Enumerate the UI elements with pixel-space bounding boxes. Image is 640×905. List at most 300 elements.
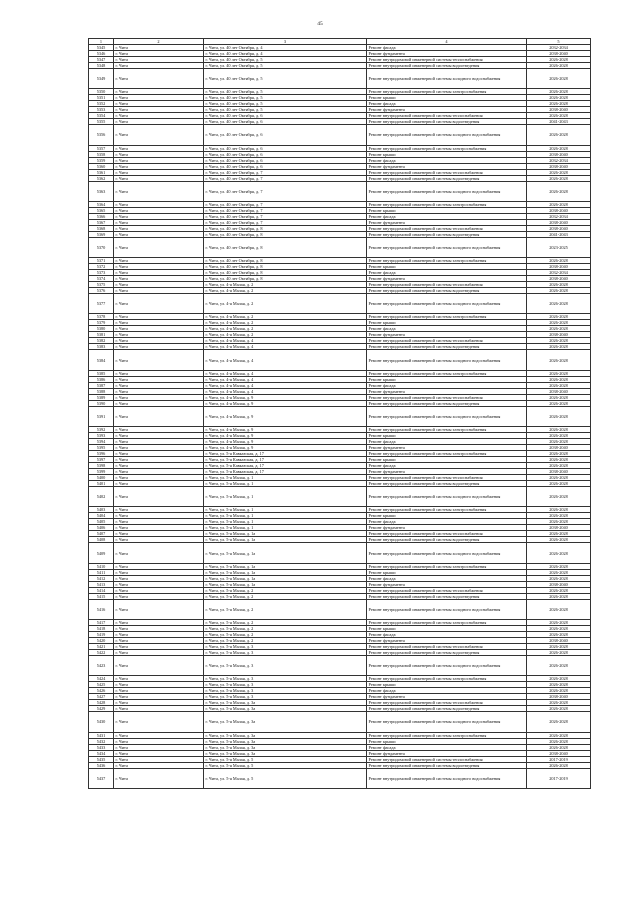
period-cell: 2017-2019 [527,756,591,762]
period-cell: 2026-2028 [527,700,591,706]
row-number-cell: 5361 [89,169,114,175]
municipality-cell: г. Чита [114,587,204,593]
municipality-cell: г. Чита [114,157,204,163]
period-cell: 2032-2034 [527,45,591,51]
address-cell: г. Чита, ул. 40 лет Октября, д. 6 [204,119,367,125]
work-type-cell: Ремонт внутридомовой инженерной системы теплоснабжения [367,643,527,649]
address-cell: г. Чита, ул. 4-я Малая, д. 4 [204,350,367,370]
row-number-cell: 5415 [89,593,114,599]
work-type-cell: Ремонт внутридомовой инженерной системы теплоснабжения [367,169,527,175]
row-number-cell: 5405 [89,519,114,525]
work-type-cell: Ремонт крыши [367,151,527,157]
work-type-cell: Ремонт фундамента [367,750,527,756]
address-cell: г. Чита, ул. 40 лет Октября, д. 6 [204,125,367,145]
work-type-cell: Ремонт фундамента [367,469,527,475]
row-number-cell: 5394 [89,439,114,445]
work-type-cell: Ремонт внутридомовой инженерной системы теплоснабжения [367,113,527,119]
municipality-cell: г. Чита [114,427,204,433]
work-type-cell: Ремонт крыши [367,513,527,519]
row-number-cell: 5348 [89,63,114,69]
municipality-cell: г. Чита [114,569,204,575]
municipality-cell: г. Чита [114,326,204,332]
address-cell: г. Чита, ул. 40 лет Октября, д. 7 [204,207,367,213]
row-number-cell: 5369 [89,231,114,237]
period-cell: 2026-2028 [527,738,591,744]
address-cell: г. Чита, ул. 40 лет Октября, д. 7 [204,175,367,181]
municipality-cell: г. Чита [114,682,204,688]
row-number-cell: 5353 [89,107,114,113]
work-type-cell: Ремонт фундамента [367,219,527,225]
work-type-cell: Ремонт фасада [367,439,527,445]
row-number-cell: 5379 [89,320,114,326]
period-cell: 2026-2028 [527,145,591,151]
table-row [89,487,591,507]
period-cell: 2038-2040 [527,276,591,282]
municipality-cell: г. Чита [114,258,204,264]
work-type-cell: Ремонт фасада [367,744,527,750]
row-number-cell: 5411 [89,569,114,575]
address-cell: г. Чита, ул. 4-я Малая, д. 9 [204,406,367,426]
address-cell: г. Чита, ул. 5-я Малая, д. 3 [204,688,367,694]
address-cell: г. Чита, ул. 5-я Малая, д. 3а [204,738,367,744]
row-number-cell: 5410 [89,563,114,569]
address-cell: г. Чита, ул. 5-я Малая, д. 3а [204,706,367,712]
row-number-cell: 5360 [89,163,114,169]
period-cell: 2026-2028 [527,593,591,599]
municipality-cell: г. Чита [114,744,204,750]
work-type-cell: Ремонт фасада [367,382,527,388]
row-number-cell: 5399 [89,469,114,475]
address-cell: г. Чита, ул. 5-я Малая, д. 1а [204,581,367,587]
address-cell: г. Чита, ул. 40 лет Октября, д. 8 [204,237,367,257]
row-number-cell: 5363 [89,181,114,201]
work-type-cell: Ремонт внутридомовой инженерной системы холодного водоснабжения [367,768,527,788]
work-type-cell: Ремонт внутридомовой инженерной системы водоотведения [367,593,527,599]
work-type-cell: Ремонт фундамента [367,51,527,57]
row-number-cell: 5420 [89,637,114,643]
municipality-cell: г. Чита [114,451,204,457]
period-cell: 2026-2028 [527,649,591,655]
period-cell: 2026-2028 [527,201,591,207]
period-cell: 2026-2028 [527,113,591,119]
work-type-cell: Ремонт фундамента [367,445,527,451]
municipality-cell: г. Чита [114,575,204,581]
row-number-cell: 5414 [89,587,114,593]
work-type-cell: Ремонт фасада [367,463,527,469]
period-cell: 2026-2028 [527,569,591,575]
work-type-cell: Ремонт внутридомовой инженерной системы водоотведения [367,344,527,350]
work-type-cell: Ремонт фасада [367,270,527,276]
row-number-cell: 5421 [89,643,114,649]
municipality-cell: г. Чита [114,463,204,469]
municipality-cell: г. Чита [114,175,204,181]
municipality-cell: г. Чита [114,294,204,314]
row-number-cell: 5357 [89,145,114,151]
row-number-cell: 5367 [89,219,114,225]
municipality-cell: г. Чита [114,593,204,599]
table-row [89,655,591,675]
municipality-cell: г. Чита [114,750,204,756]
table-row [89,406,591,426]
work-type-cell: Ремонт внутридомовой инженерной системы водоотведения [367,706,527,712]
work-type-cell: Ремонт внутридомовой инженерной системы водоотведения [367,481,527,487]
row-number-cell: 5429 [89,706,114,712]
row-number-cell: 5412 [89,575,114,581]
work-type-cell: Ремонт внутридомовой инженерной системы холодного водоснабжения [367,487,527,507]
period-cell: 2026-2028 [527,288,591,294]
row-number-cell: 5366 [89,213,114,219]
work-type-cell: Ремонт внутридомовой инженерной системы электроснабжения [367,563,527,569]
period-cell: 2026-2028 [527,599,591,619]
period-cell: 2026-2028 [527,507,591,513]
period-cell: 2026-2028 [527,376,591,382]
row-number-cell: 5417 [89,619,114,625]
address-cell: г. Чита, ул. 4-я Малая, д. 2 [204,320,367,326]
period-cell: 2026-2028 [527,294,591,314]
address-cell: г. Чита, ул. 4-я Малая, д. 4 [204,338,367,344]
row-number-cell: 5392 [89,427,114,433]
address-cell: г. Чита, ул. 5-я Малая, д. 1 [204,481,367,487]
work-type-cell: Ремонт внутридомовой инженерной системы электроснабжения [367,732,527,738]
row-number-cell: 5358 [89,151,114,157]
row-number-cell: 5395 [89,445,114,451]
row-number-cell: 5389 [89,394,114,400]
work-type-cell: Ремонт внутридомовой инженерной системы водоотведения [367,288,527,294]
work-type-cell: Ремонт внутридомовой инженерной системы холодного водоснабжения [367,655,527,675]
municipality-cell: г. Чита [114,101,204,107]
address-cell: г. Чита, ул. 5-я Кавказская, д. 17 [204,457,367,463]
address-cell: г. Чита, ул. 5-я Малая, д. 1 [204,525,367,531]
work-type-cell: Ремонт фундамента [367,163,527,169]
municipality-cell: г. Чита [114,688,204,694]
row-number-cell: 5403 [89,507,114,513]
row-number-cell: 5352 [89,101,114,107]
address-cell: г. Чита, ул. 5-я Малая, д. 2 [204,599,367,619]
work-type-cell: Ремонт фасада [367,101,527,107]
municipality-cell: г. Чита [114,445,204,451]
address-cell: г. Чита, ул. 4-я Малая, д. 4 [204,344,367,350]
address-cell: г. Чита, ул. 4-я Малая, д. 2 [204,332,367,338]
municipality-cell: г. Чита [114,469,204,475]
work-type-cell: Ремонт крыши [367,738,527,744]
work-type-cell: Ремонт внутридомовой инженерной системы теплоснабжения [367,756,527,762]
row-number-cell: 5365 [89,207,114,213]
address-cell: г. Чита, ул. 40 лет Октября, д. 6 [204,151,367,157]
period-cell: 2026-2028 [527,481,591,487]
period-cell: 2026-2028 [527,519,591,525]
work-type-cell: Ремонт фундамента [367,276,527,282]
table-row [89,768,591,788]
period-cell: 2026-2028 [527,587,591,593]
municipality-cell: г. Чита [114,756,204,762]
period-cell: 2026-2028 [527,169,591,175]
municipality-cell: г. Чита [114,406,204,426]
period-cell: 2026-2028 [527,282,591,288]
row-number-cell: 5418 [89,625,114,631]
address-cell: г. Чита, ул. 4-я Малая, д. 9 [204,433,367,439]
row-number-cell: 5381 [89,332,114,338]
work-type-cell: Ремонт фасада [367,519,527,525]
work-type-cell: Ремонт внутридомовой инженерной системы теплоснабжения [367,531,527,537]
period-cell: 2026-2028 [527,457,591,463]
address-cell: г. Чита, ул. 40 лет Октября, д. 8 [204,258,367,264]
table-body [89,45,591,789]
municipality-cell: г. Чита [114,107,204,113]
row-number-cell: 5355 [89,119,114,125]
address-cell: г. Чита, ул. 5-я Малая, д. 2 [204,619,367,625]
period-cell: 2038-2040 [527,51,591,57]
address-cell: г. Чита, ул. 40 лет Октября, д. 6 [204,157,367,163]
municipality-cell: г. Чита [114,63,204,69]
work-type-cell: Ремонт внутридомовой инженерной системы теплоснабжения [367,394,527,400]
municipality-cell: г. Чита [114,507,204,513]
row-number-cell: 5351 [89,95,114,101]
address-cell: г. Чита, ул. 4-я Малая, д. 9 [204,394,367,400]
period-cell: 2038-2040 [527,694,591,700]
work-type-cell: Ремонт внутридомовой инженерной системы водоотведения [367,649,527,655]
period-cell: 2026-2028 [527,338,591,344]
municipality-cell: г. Чита [114,394,204,400]
address-cell: г. Чита, ул. 5-я Малая, д. 1а [204,563,367,569]
row-number-cell: 5386 [89,376,114,382]
row-number-cell: 5423 [89,655,114,675]
period-cell: 2032-2034 [527,213,591,219]
address-cell: г. Чита, ул. 5-я Малая, д. 2 [204,593,367,599]
work-type-cell: Ремонт внутридомовой инженерной системы электроснабжения [367,451,527,457]
period-cell: 2038-2040 [527,264,591,270]
work-type-cell: Ремонт крыши [367,569,527,575]
work-type-cell: Ремонт внутридомовой инженерной системы холодного водоснабжения [367,712,527,732]
row-number-cell: 5409 [89,543,114,563]
work-type-cell: Ремонт крыши [367,457,527,463]
address-cell: г. Чита, ул. 40 лет Октября, д. 7 [204,219,367,225]
municipality-cell: г. Чита [114,89,204,95]
period-cell: 2026-2028 [527,181,591,201]
address-cell: г. Чита, ул. 5-я Малая, д. 2 [204,631,367,637]
municipality-cell: г. Чита [114,282,204,288]
table-row [89,181,591,201]
address-cell: г. Чита, ул. 5-я Кавказская, д. 17 [204,451,367,457]
period-cell: 2026-2028 [527,531,591,537]
row-number-cell: 5402 [89,487,114,507]
period-cell: 2026-2028 [527,619,591,625]
municipality-cell: г. Чита [114,113,204,119]
row-number-cell: 5406 [89,525,114,531]
table-row [89,294,591,314]
municipality-cell: г. Чита [114,201,204,207]
municipality-cell: г. Чита [114,525,204,531]
work-type-cell: Ремонт крыши [367,320,527,326]
municipality-cell: г. Чита [114,631,204,637]
municipality-cell: г. Чита [114,599,204,619]
period-cell: 2026-2028 [527,563,591,569]
row-number-cell: 5380 [89,326,114,332]
work-type-cell: Ремонт внутридомовой инженерной системы электроснабжения [367,89,527,95]
municipality-cell: г. Чита [114,57,204,63]
work-type-cell: Ремонт фасада [367,575,527,581]
period-cell: 2038-2040 [527,581,591,587]
work-type-cell: Ремонт фасада [367,45,527,51]
municipality-cell: г. Чита [114,712,204,732]
municipality-cell: г. Чита [114,676,204,682]
municipality-cell: г. Чита [114,531,204,537]
period-cell: 2038-2040 [527,151,591,157]
period-cell: 2026-2028 [527,631,591,637]
address-cell: г. Чита, ул. 40 лет Октября, д. 8 [204,276,367,282]
municipality-cell: г. Чита [114,625,204,631]
address-cell: г. Чита, ул. 5-я Малая, д. 1а [204,543,367,563]
municipality-cell: г. Чита [114,655,204,675]
address-cell: г. Чита, ул. 5-я Малая, д. 3 [204,643,367,649]
address-cell: г. Чита, ул. 4-я Малая, д. 9 [204,427,367,433]
period-cell: 2038-2040 [527,637,591,643]
work-type-cell: Ремонт внутридомовой инженерной системы холодного водоснабжения [367,125,527,145]
municipality-cell: г. Чита [114,643,204,649]
address-cell: г. Чита, ул. 5-я Малая, д. 3а [204,744,367,750]
address-cell: г. Чита, ул. 4-я Малая, д. 9 [204,445,367,451]
row-number-cell: 5372 [89,264,114,270]
row-number-cell: 5362 [89,175,114,181]
address-cell: г. Чита, ул. 4-я Малая, д. 2 [204,294,367,314]
column-header: 2 [114,39,204,45]
municipality-cell: г. Чита [114,270,204,276]
address-cell: г. Чита, ул. 5-я Малая, д. 3 [204,694,367,700]
municipality-cell: г. Чита [114,181,204,201]
address-cell: г. Чита, ул. 5-я Малая, д. 5 [204,768,367,788]
address-cell: г. Чита, ул. 40 лет Октября, д. 8 [204,225,367,231]
work-type-cell: Ремонт фасада [367,326,527,332]
address-cell: г. Чита, ул. 5-я Малая, д. 3а [204,750,367,756]
work-type-cell: Ремонт внутридомовой инженерной системы водоотведения [367,63,527,69]
address-cell: г. Чита, ул. 40 лет Октября, д. 4 [204,51,367,57]
municipality-cell: г. Чита [114,519,204,525]
work-type-cell: Ремонт внутридомовой инженерной системы холодного водоснабжения [367,543,527,563]
municipality-cell: г. Чита [114,163,204,169]
row-number-cell: 5425 [89,682,114,688]
work-type-cell: Ремонт внутридомовой инженерной системы теплоснабжения [367,587,527,593]
municipality-cell: г. Чита [114,581,204,587]
address-cell: г. Чита, ул. 40 лет Октября, д. 5 [204,95,367,101]
work-type-cell: Ремонт крыши [367,95,527,101]
address-cell: г. Чита, ул. 40 лет Октября, д. 7 [204,201,367,207]
address-cell: г. Чита, ул. 5-я Малая, д. 5 [204,756,367,762]
address-cell: г. Чита, ул. 5-я Кавказская, д. 17 [204,463,367,469]
address-cell: г. Чита, ул. 5-я Малая, д. 2 [204,625,367,631]
municipality-cell: г. Чита [114,213,204,219]
period-cell: 2026-2028 [527,370,591,376]
period-cell: 2026-2028 [527,625,591,631]
work-type-cell: Ремонт фундамента [367,525,527,531]
address-cell: г. Чита, ул. 5-я Малая, д. 3а [204,712,367,732]
row-number-cell: 5432 [89,738,114,744]
period-cell: 2026-2028 [527,326,591,332]
row-number-cell: 5407 [89,531,114,537]
work-type-cell: Ремонт крыши [367,625,527,631]
period-cell: 2026-2028 [527,682,591,688]
period-cell: 2038-2040 [527,107,591,113]
column-header: 4 [367,39,527,45]
row-number-cell: 5430 [89,712,114,732]
work-type-cell: Ремонт фундамента [367,107,527,113]
period-cell: 2026-2028 [527,63,591,69]
row-number-cell: 5388 [89,388,114,394]
row-number-cell: 5359 [89,157,114,163]
address-cell: г. Чита, ул. 4-я Малая, д. 2 [204,282,367,288]
municipality-cell: г. Чита [114,151,204,157]
work-type-cell: Ремонт внутридомовой инженерной системы электроснабжения [367,314,527,320]
address-cell: г. Чита, ул. 5-я Малая, д. 1а [204,569,367,575]
work-type-cell: Ремонт фасада [367,157,527,163]
municipality-cell: г. Чита [114,481,204,487]
period-cell: 2026-2028 [527,394,591,400]
work-type-cell: Ремонт внутридомовой инженерной системы электроснабжения [367,145,527,151]
address-cell: г. Чита, ул. 5-я Малая, д. 3 [204,649,367,655]
address-cell: г. Чита, ул. 40 лет Октября, д. 5 [204,89,367,95]
municipality-cell: г. Чита [114,207,204,213]
address-cell: г. Чита, ул. 5-я Малая, д. 1 [204,475,367,481]
municipality-cell: г. Чита [114,276,204,282]
row-number-cell: 5349 [89,69,114,89]
address-cell: г. Чита, ул. 40 лет Октября, д. 8 [204,231,367,237]
period-cell: 2038-2040 [527,388,591,394]
row-number-cell: 5350 [89,89,114,95]
period-cell: 2026-2028 [527,89,591,95]
period-cell: 2026-2028 [527,427,591,433]
row-number-cell: 5401 [89,481,114,487]
row-number-cell: 5384 [89,350,114,370]
municipality-cell: г. Чита [114,125,204,145]
work-type-cell: Ремонт внутридомовой инженерной системы холодного водоснабжения [367,294,527,314]
municipality-cell: г. Чита [114,694,204,700]
row-number-cell: 5376 [89,288,114,294]
municipality-cell: г. Чита [114,344,204,350]
row-number-cell: 5346 [89,51,114,57]
municipality-cell: г. Чита [114,376,204,382]
row-number-cell: 5356 [89,125,114,145]
period-cell: 2026-2028 [527,125,591,145]
work-type-cell: Ремонт внутридомовой инженерной системы электроснабжения [367,258,527,264]
municipality-cell: г. Чита [114,350,204,370]
row-number-cell: 5422 [89,649,114,655]
address-cell: г. Чита, ул. 5-я Малая, д. 1 [204,513,367,519]
municipality-cell: г. Чита [114,543,204,563]
address-cell: г. Чита, ул. 40 лет Октября, д. 5 [204,69,367,89]
work-type-cell: Ремонт фундамента [367,581,527,587]
address-cell: г. Чита, ул. 5-я Малая, д. 1а [204,531,367,537]
municipality-cell: г. Чита [114,370,204,376]
municipality-cell: г. Чита [114,264,204,270]
period-cell: 2026-2028 [527,513,591,519]
work-type-cell: Ремонт внутридомовой инженерной системы холодного водоснабжения [367,69,527,89]
period-cell: 2038-2040 [527,163,591,169]
row-number-cell: 5374 [89,276,114,282]
address-cell: г. Чита, ул. 4-я Малая, д. 9 [204,439,367,445]
row-number-cell: 5390 [89,400,114,406]
period-cell: 2038-2040 [527,219,591,225]
period-cell: 2026-2028 [527,744,591,750]
municipality-cell: г. Чита [114,320,204,326]
address-cell: г. Чита, ул. 5-я Малая, д. 2 [204,637,367,643]
work-type-cell: Ремонт фундамента [367,694,527,700]
period-cell: 2017-2019 [527,768,591,788]
address-cell: г. Чита, ул. 5-я Малая, д. 3 [204,655,367,675]
work-type-cell: Ремонт внутридомовой инженерной системы теплоснабжения [367,225,527,231]
work-type-cell: Ремонт крыши [367,433,527,439]
work-type-cell: Ремонт крыши [367,264,527,270]
address-cell: г. Чита, ул. 40 лет Октября, д. 7 [204,181,367,201]
row-number-cell: 5400 [89,475,114,481]
row-number-cell: 5413 [89,581,114,587]
